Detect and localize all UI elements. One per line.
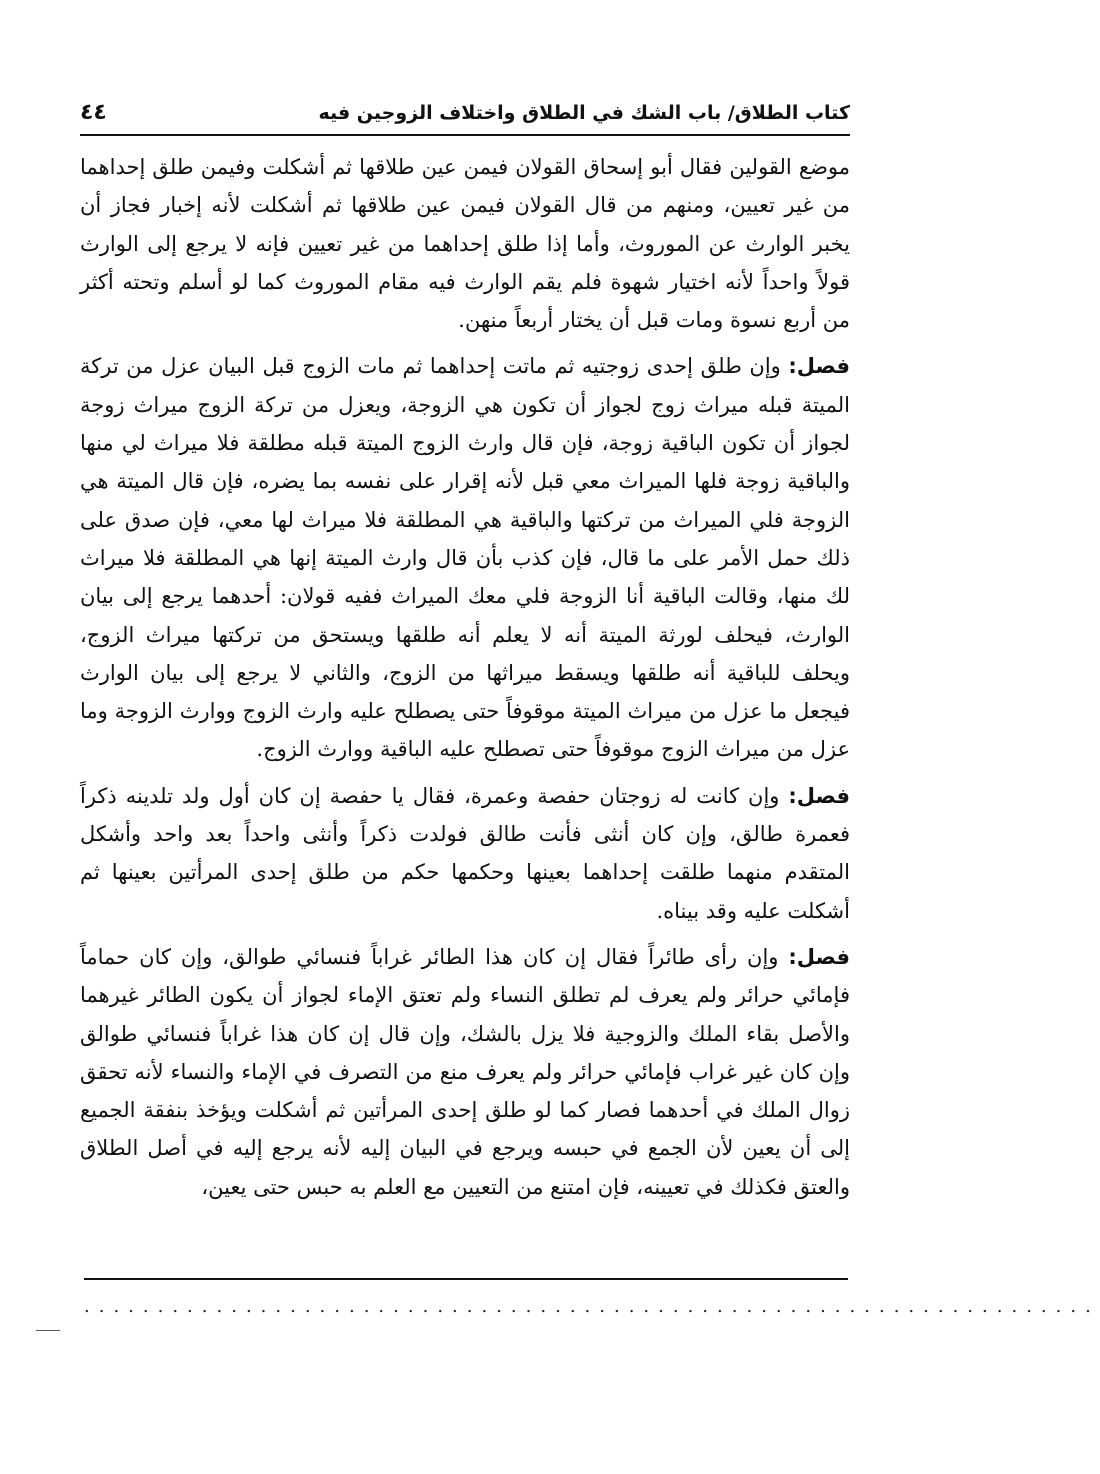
margin-mark [36, 1330, 60, 1331]
footnote-divider [84, 1278, 848, 1280]
section-lead: فصل: [788, 783, 850, 808]
paragraph-text: وإن طلق إحدى زوجتيه ثم ماتت إحداهما ثم مات الزوج قبل البيان عزل من تركة الميتة قبله ميراث زوج لجواز أن تكون هي الزوجة، ويعزل من تركة الزوج ميراث زوجة لجواز أن تكون الباقية زوجة، فإن قال وارث الزوج الميتة قبله مطلقة فلا ميراث لي منها والباقية زوجة فلها الميراث معي قبل لأنه إقرار على نفسه بما يضره، فإن قال الميتة هي الزوجة فلي الميراث من تركتها والباقية هي المطلقة فلا ميراث لها معي، فإن صدق على ذلك حمل الأمر على ما قال، فإن كذب بأن قال وارث الميتة إنها هي المطلقة فلا ميراث لك منها، وقالت الباقية أنا الزوجة فلي معك الميراث ففيه قولان: أحدهما يرجع إلى بيان الوارث، فيحلف لورثة الميتة أنه لا يعلم أنه طلقها ويستحق من تركتها ميراث الزوج، ويحلف للباقية أنه طلقها ويسقط ميراثها من الزوج، والثاني لا يرجع إلى بيان الوارث فيجعل ما عزل من ميراث الميتة موقوفاً حتى يصطلح عليه وارث الزوج ووارث الزوجة وما عزل من ميراث الزوج موقوفاً حتى تصطلح عليه الباقية ووارث الزوج. [80, 354, 850, 762]
paragraph [80, 777, 850, 930]
paragraph [80, 347, 850, 768]
paragraph [80, 938, 850, 1206]
running-title: كتاب الطلاق/ باب الشك في الطلاق واختلاف الزوجين فيه [318, 102, 850, 124]
body-text [80, 148, 850, 1214]
footnote-dots: ..................................................................... [84, 1296, 1100, 1317]
paragraph-text: وإن كانت له زوجتان حفصة وعمرة، فقال يا حفصة إن كان أول ولد تلدينه ذكراً فعمرة طالق، وإن كان أنثى فأنت طالق فولدت ذكراً وأنثى واحداً بعد واحد وأشكل المتقدم منهما طلقت إحداهما بعينها وحكمها حكم من طلق إحدى المرأتين بعينها ثم أشكلت عليه وقد بيناه. [80, 783, 850, 923]
page-number: ٤٤ [80, 100, 107, 125]
section-lead: فصل: [788, 354, 850, 379]
page-header [80, 98, 850, 136]
section-lead: فصل: [788, 944, 850, 969]
paragraph-text: وإن رأى طائراً فقال إن كان هذا الطائر غراباً فنسائي طوالق، وإن كان حماماً فإمائي حرائر ولم يعرف لم تطلق النساء ولم تعتق الإماء لجواز أن يكون الطائر غيرهما والأصل بقاء الملك والزوجية فلا يزل بالشك، وإن قال إن كان هذا غراباً فنسائي طوالق وإن كان غير غراب فإمائي حرائر ولم يعرف منع من التصرف في الإماء والنساء لأنه تحقق زوال الملك في أحدهما فصار كما لو طلق إحدى المرأتين ثم أشكلت ويؤخذ بنفقة الجميع إلى أن يعين لأن الجمع في حبسه ويرجع في البيان إليه لأنه يرجع إليه في أصل الطلاق والعتق فكذلك في تعيينه، فإن امتنع من التعيين مع العلم به حبس حتى يعين، [80, 944, 850, 1199]
paragraph [80, 148, 850, 339]
paragraph-text: موضع القولين فقال أبو إسحاق القولان فيمن عين طلاقها ثم أشكلت وفيمن طلق إحداهما من غير تعيين، ومنهم من قال القولان فيمن عين طلاقها ثم أشكلت لأنه إخبار فجاز أن يخبر الوارث عن الموروث، وأما إذا طلق إحداهما من غير تعيين فإنه لا يرجع إلى الوارث قولاً واحداً لأنه اختيار شهوة فلم يقم الوارث فيه مقام الموروث كما لو أسلم وتحته أكثر من أربع نسوة ومات قبل أن يختار أربعاً منهن. [80, 155, 850, 333]
